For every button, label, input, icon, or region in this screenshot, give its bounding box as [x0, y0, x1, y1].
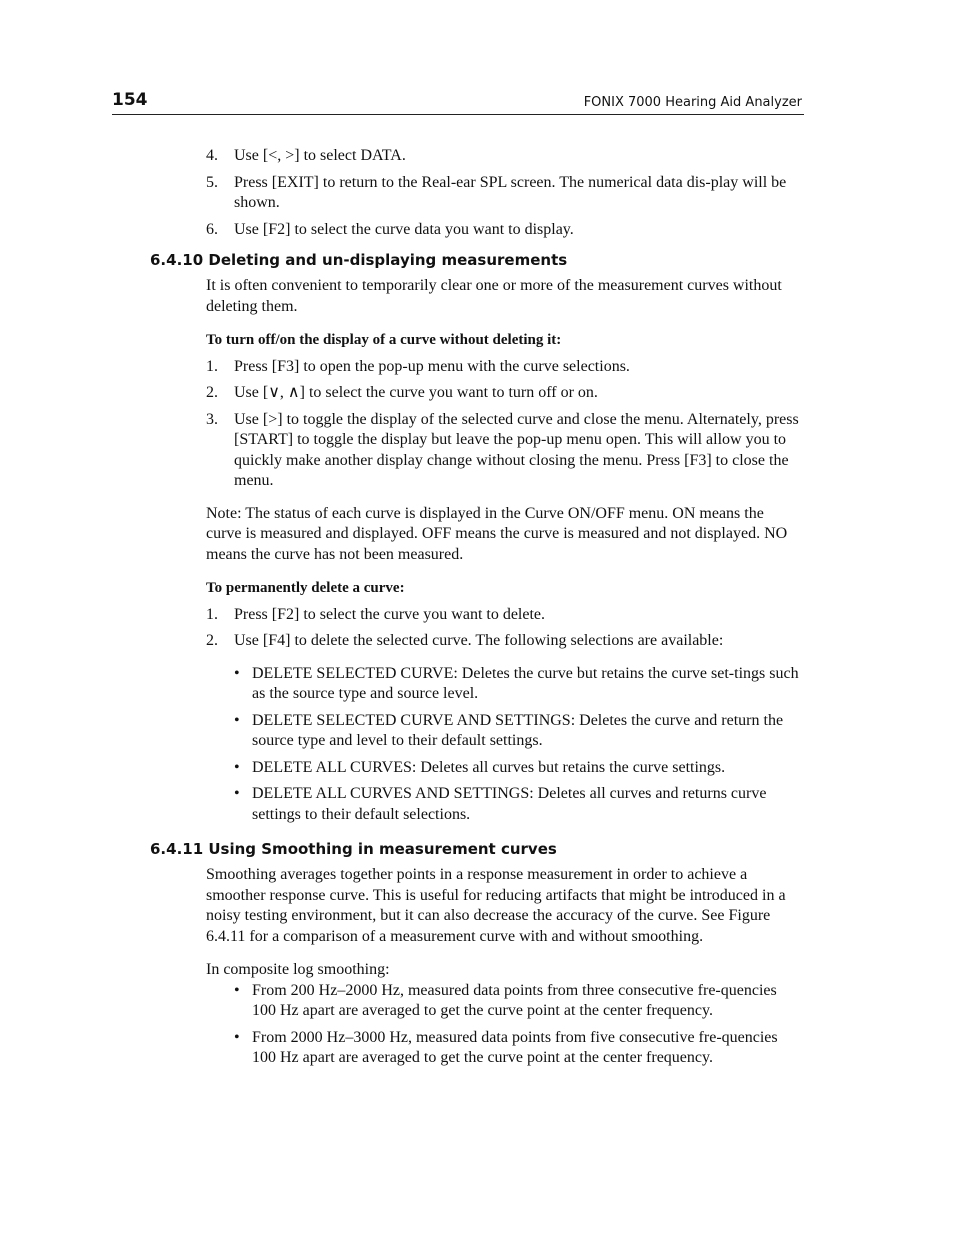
subheading-toggle-display: To turn off/on the display of a curve without deleting it: [206, 332, 562, 348]
step-text: Use [F4] to delete the selected curve. The following selections are available: [234, 632, 724, 649]
option-text: DELETE SELECTED CURVE: Deletes the curve but retains the curve set-tings such as the source type and source level. [252, 664, 799, 702]
list-item [206, 664, 802, 705]
step-number: 5. [206, 173, 218, 191]
step-number: 4. [206, 147, 218, 164]
step-text: Press [F3] to open the pop-up menu with the curve selections. [234, 357, 630, 375]
section-intro: Smoothing averages together points in a response measurement in order to achieve a smoother response curve. This is useful for reducing artifacts that might be introduced in a noisy testing environment, but it can also decrease the accuracy of the curve. See Figure 6.4.11 for a comparison of a measurement curve with and without smoothing. [206, 866, 786, 945]
list-item [206, 357, 802, 378]
bullet-icon: • [234, 711, 240, 729]
option-text: DELETE ALL CURVES AND SETTINGS: Deletes all curves and returns curve settings to their default selections. [252, 785, 767, 823]
subheading-delete: To permanently delete a curve: [206, 580, 405, 596]
section-heading-6-4-11: 6.4.11 Using Smoothing in measurement curves [150, 840, 557, 858]
list-item [206, 410, 802, 492]
option-text: DELETE SELECTED CURVE AND SETTINGS: Deletes the curve and return the source type and level to their default settings. [252, 711, 784, 749]
status-note: Note: The status of each curve is displayed in the Curve ON/OFF menu. ON means the curve is measured and displayed. OFF means the curve is measured and not displayed. NO means the curve has not been measured. [206, 504, 788, 563]
step-number: 6. [206, 220, 218, 238]
point-text: From 200 Hz–2000 Hz, measured data points from three consecutive fre-quencies 100 Hz apart are averaged to get the curve point at the center frequency. [252, 981, 777, 1019]
running-title: FONIX 7000 Hearing Aid Analyzer [583, 95, 802, 110]
step-text: Use [>] to toggle the display of the selected curve and close the menu. Alternately, press [START] to toggle the display but leave the pop-up menu open. This will allow you to quickly make another display change without closing the menu. Press [F3] to close the menu. [234, 410, 799, 489]
log-smoothing-list [206, 981, 802, 1069]
step-number: 3. [206, 410, 218, 428]
section-heading-6-4-10: 6.4.10 Deleting and un-displaying measurements [150, 251, 568, 269]
delete-options-list [206, 664, 802, 826]
list-item [206, 383, 802, 404]
list-item [206, 711, 802, 752]
page-body [150, 146, 802, 1075]
step-number: 2. [206, 632, 218, 649]
list-item [206, 220, 802, 241]
section-intro: It is often convenient to temporarily clear one or more of the measurement curves without deleting them. [206, 277, 782, 315]
list-item [206, 784, 802, 825]
list-item [206, 981, 802, 1022]
list-item [206, 146, 802, 167]
step-number: 1. [206, 605, 218, 623]
step-number: 1. [206, 357, 218, 375]
page-number: 154 [112, 90, 148, 110]
top-steps-list [206, 146, 802, 240]
list-item [206, 631, 802, 652]
bullet-icon: • [234, 785, 240, 802]
step-text: Use [F2] to select the curve data you want to display. [234, 220, 574, 238]
log-smoothing-intro: In composite log smoothing: [206, 961, 390, 978]
step-text: Use [∨, ∧] to select the curve you want to turn off or on. [234, 384, 598, 401]
page-header [112, 88, 804, 115]
toggle-steps-list [206, 357, 802, 492]
list-item [206, 173, 802, 214]
step-text: Press [EXIT] to return to the Real-ear SPL screen. The numerical data dis-play will be shown. [234, 173, 787, 211]
delete-steps-list [206, 605, 802, 652]
bullet-icon: • [234, 758, 240, 776]
list-item [206, 758, 802, 779]
step-text: Press [F2] to select the curve you want to delete. [234, 605, 546, 623]
list-item [206, 1028, 802, 1069]
bullet-icon: • [234, 664, 240, 682]
option-text: DELETE ALL CURVES: Deletes all curves but retains the curve settings. [252, 758, 726, 776]
bullet-icon: • [234, 1028, 240, 1046]
step-text: Use [<, >] to select DATA. [234, 147, 406, 164]
step-number: 2. [206, 384, 218, 401]
point-text: From 2000 Hz–3000 Hz, measured data points from five consecutive fre-quencies 100 Hz apart are averaged to get the curve point at the center frequency. [252, 1028, 778, 1066]
list-item [206, 605, 802, 626]
bullet-icon: • [234, 981, 240, 999]
